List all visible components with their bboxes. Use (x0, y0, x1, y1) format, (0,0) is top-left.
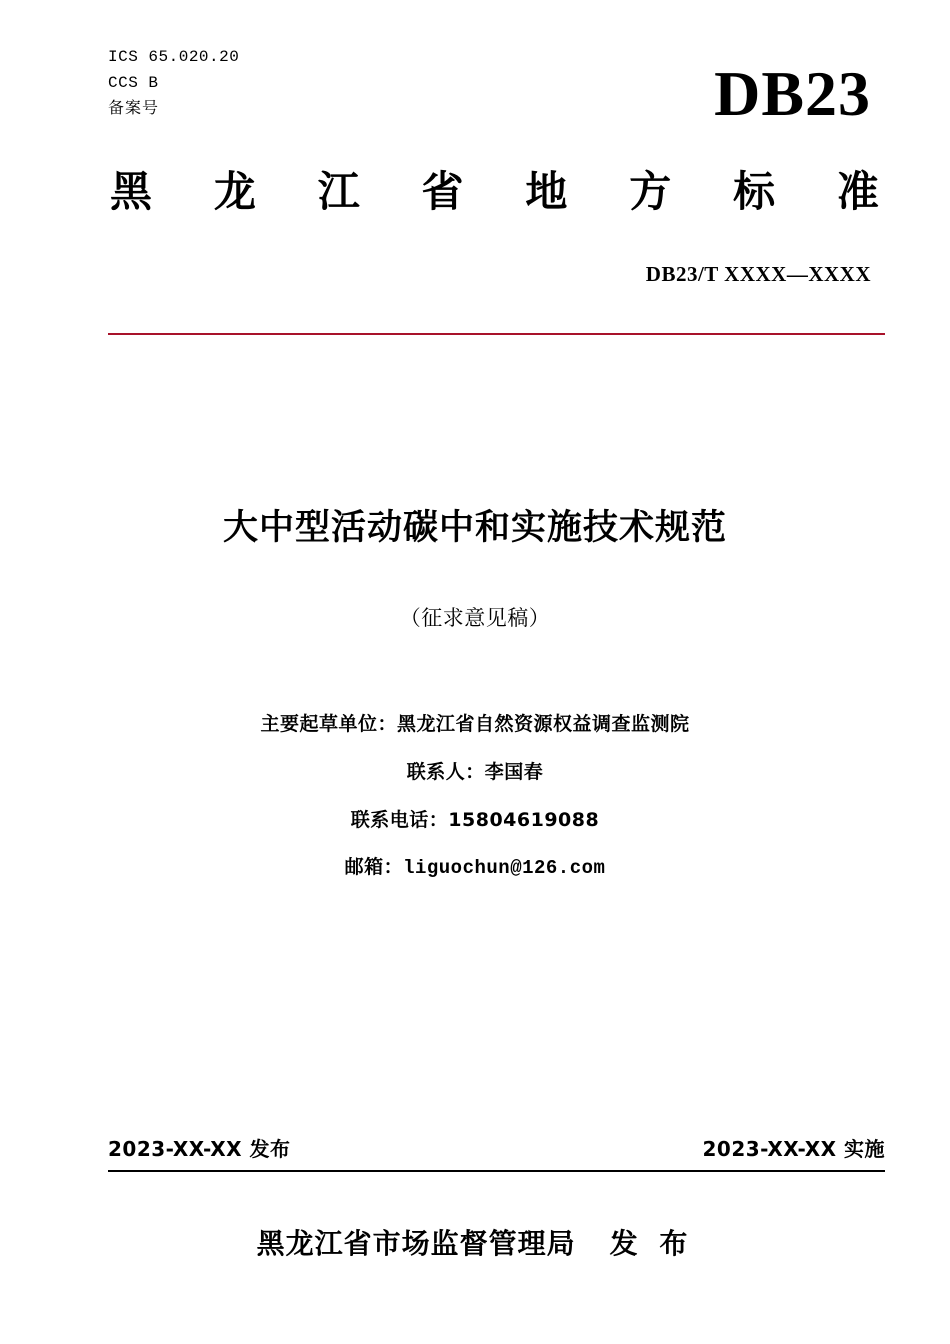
red-divider (108, 333, 885, 335)
standard-name-char-1: 龙 (213, 167, 256, 216)
document-subtitle: （征求意见稿） (399, 606, 551, 630)
publish-date: 2023-XX-XX 发布 (108, 1137, 291, 1161)
drafting-unit: 主要起草单位：黑龙江省自然资源权益调查监测院 (260, 713, 690, 735)
contact-email: 邮箱：liguochun@126.com (344, 857, 606, 879)
contact-person: 联系人：李国春 (406, 761, 544, 783)
ccs-code: CCS B (108, 74, 159, 92)
contact-phone: 联系电话：15804619088 (350, 809, 600, 831)
standard-name-char-5: 方 (629, 167, 672, 216)
standard-name-char-3: 省 (421, 167, 464, 216)
record-number-label: 备案号 (108, 100, 160, 117)
standard-name-char-4: 地 (525, 167, 568, 216)
footer-divider (108, 1170, 885, 1172)
issue-word: 发 布 (609, 1227, 694, 1260)
standard-name-char-6: 标 (733, 167, 776, 216)
document-title: 大中型活动碳中和实施技术规范 (222, 508, 727, 548)
ics-code: ICS 65.020.20 (108, 48, 240, 66)
standard-name-char-7: 准 (836, 167, 879, 216)
standard-name-char-0: 黑 (110, 167, 153, 216)
contact-block (0, 700, 950, 892)
standard-name (110, 164, 885, 220)
standard-code: DB23/T XXXX—XXXX (645, 262, 871, 286)
classification-block (108, 44, 239, 122)
issuer-name: 黑龙江省市场监督管理局 (256, 1227, 576, 1260)
issuer-line (0, 1222, 950, 1262)
implement-date: 2023-XX-XX 实施 (702, 1137, 885, 1161)
standard-logo: DB23 (714, 58, 871, 129)
standard-name-char-2: 江 (317, 167, 360, 216)
